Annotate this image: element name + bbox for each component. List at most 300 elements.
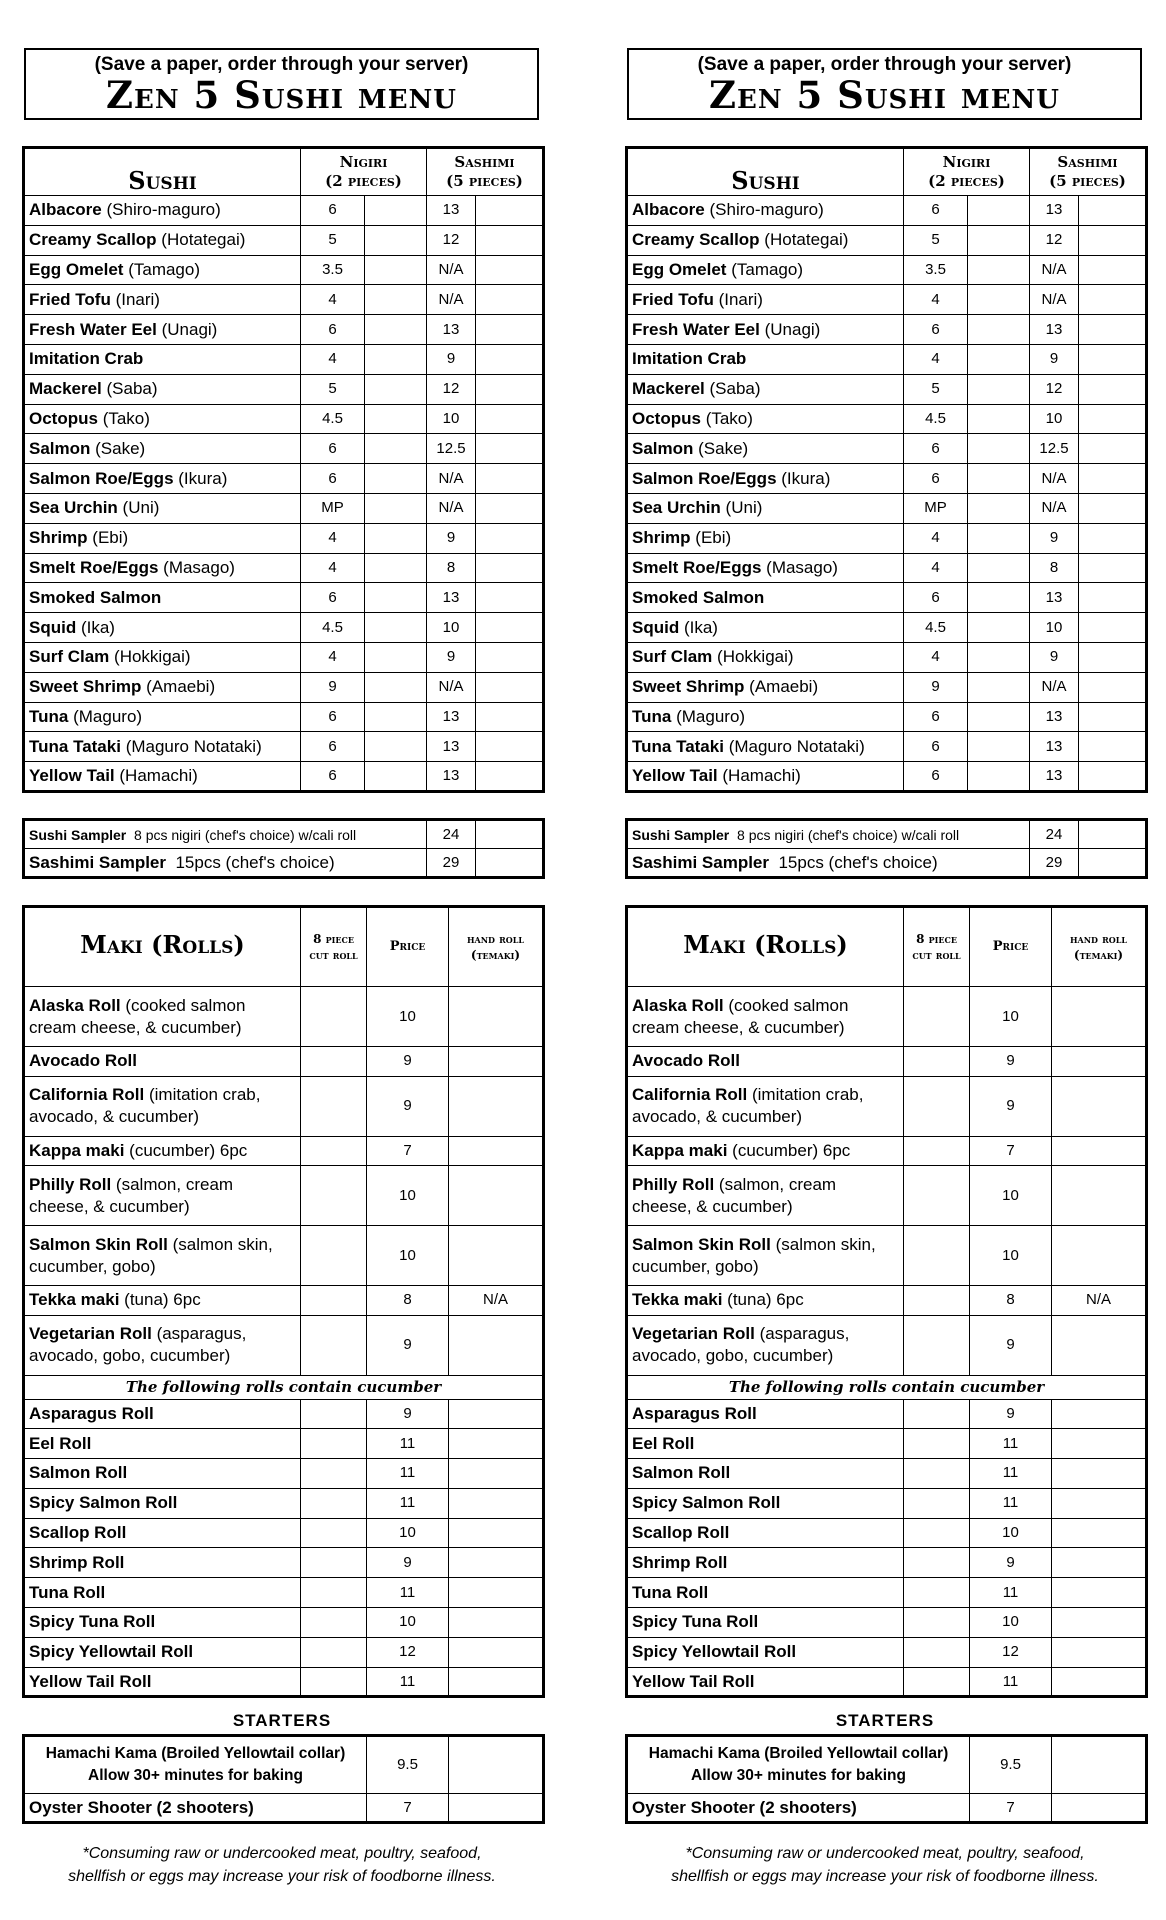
sashimi-qty-box[interactable] (1079, 732, 1147, 762)
maki-row (627, 1518, 1147, 1548)
hand-roll-qty-box[interactable] (449, 1578, 544, 1608)
sushi-row (627, 434, 1147, 464)
hand-roll-cell[interactable] (1052, 1076, 1147, 1136)
sashimi-qty-box[interactable] (1079, 464, 1147, 494)
sushi-row (24, 196, 544, 226)
sampler-qty-box[interactable] (1079, 849, 1147, 878)
sashimi-qty-box[interactable] (1079, 374, 1147, 404)
maki-row (24, 1608, 544, 1638)
sushi-item-name: Mackerel (Saba) (24, 374, 301, 404)
nigiri-price: 6 (904, 583, 968, 613)
hand-roll-qty-box[interactable] (449, 1667, 544, 1697)
maki-item-name: Philly Roll (salmon, cream cheese, & cucumber) (627, 1166, 904, 1226)
nigiri-qty-box[interactable] (365, 255, 427, 285)
hand-roll-qty-box[interactable] (1052, 1667, 1147, 1697)
sashimi-qty-box[interactable] (1079, 642, 1147, 672)
sashimi-price: N/A (427, 255, 476, 285)
sashimi-qty-box[interactable] (476, 344, 544, 374)
hand-roll-cell[interactable] (1052, 987, 1147, 1047)
sashimi-qty-box[interactable] (476, 225, 544, 255)
cut-roll-qty-box[interactable] (301, 1518, 367, 1548)
maki-price: 9 (367, 1399, 449, 1429)
food-safety-disclaimer: *Consuming raw or undercooked meat, poultry, seafood, shellfish or eggs may increase your risk of foodborne illness. (671, 1845, 1099, 1885)
sashimi-price: 13 (1030, 762, 1079, 792)
nigiri-qty-box[interactable] (968, 642, 1030, 672)
hand-roll-cell[interactable] (1052, 1315, 1147, 1375)
sashimi-qty-box[interactable] (476, 464, 544, 494)
maki-price: 10 (970, 1518, 1052, 1548)
maki-item-name: Scallop Roll (24, 1518, 301, 1548)
sashimi-price: 10 (1030, 613, 1079, 643)
cut-roll-column-header: 8 piece cut roll (904, 907, 970, 987)
cut-roll-qty-box[interactable] (904, 1459, 970, 1489)
sashimi-price: 13 (1030, 732, 1079, 762)
nigiri-qty-box[interactable] (968, 434, 1030, 464)
nigiri-qty-box[interactable] (968, 553, 1030, 583)
sushi-row (24, 315, 544, 345)
hand-roll-cell[interactable] (449, 987, 544, 1047)
sushi-item-name: Sweet Shrimp (Amaebi) (24, 672, 301, 702)
starter-qty-box[interactable] (1052, 1736, 1147, 1794)
maki-row (24, 1399, 544, 1429)
sushi-item-name: Egg Omelet (Tamago) (24, 255, 301, 285)
nigiri-price: 4.5 (904, 613, 968, 643)
cucumber-note: The following rolls contain cucumber (627, 1375, 1147, 1399)
sushi-row (627, 255, 1147, 285)
hand-roll-cell[interactable] (1052, 1166, 1147, 1226)
sashimi-price: 13 (427, 315, 476, 345)
maki-row (24, 1488, 544, 1518)
sushi-row (24, 613, 544, 643)
cucumber-note-row (627, 1375, 1147, 1399)
nigiri-qty-box[interactable] (365, 225, 427, 255)
sashimi-qty-box[interactable] (476, 613, 544, 643)
nigiri-qty-box[interactable] (968, 225, 1030, 255)
hand-roll-cell[interactable] (449, 1136, 544, 1166)
maki-price: 10 (367, 1608, 449, 1638)
nigiri-qty-box[interactable] (968, 672, 1030, 702)
maki-row (627, 1608, 1147, 1638)
sashimi-price: 8 (427, 553, 476, 583)
sushi-item-name: Fresh Water Eel (Unagi) (627, 315, 904, 345)
sashimi-qty-box[interactable] (476, 672, 544, 702)
nigiri-price: 4 (904, 553, 968, 583)
hand-roll-qty-box[interactable] (449, 1399, 544, 1429)
cut-roll-qty-box[interactable] (904, 1608, 970, 1638)
hand-roll-qty-box[interactable] (1052, 1518, 1147, 1548)
hand-roll-cell[interactable] (449, 1166, 544, 1226)
nigiri-qty-box[interactable] (365, 374, 427, 404)
sashimi-price: N/A (427, 285, 476, 315)
starter-row (24, 1736, 544, 1794)
cut-roll-qty-box[interactable] (301, 1578, 367, 1608)
sushi-heading: Sushi (627, 148, 904, 196)
nigiri-qty-box[interactable] (968, 493, 1030, 523)
sashimi-qty-box[interactable] (476, 583, 544, 613)
cut-roll-qty-box[interactable] (904, 1637, 970, 1667)
cut-roll-qty-box[interactable] (904, 987, 970, 1047)
nigiri-qty-box[interactable] (365, 315, 427, 345)
maki-price: 7 (367, 1136, 449, 1166)
nigiri-qty-box[interactable] (968, 583, 1030, 613)
cut-roll-qty-box[interactable] (301, 1076, 367, 1136)
cut-roll-qty-box[interactable] (904, 1578, 970, 1608)
maki-table (625, 905, 1148, 1698)
sushi-row (24, 732, 544, 762)
nigiri-qty-box[interactable] (365, 493, 427, 523)
nigiri-qty-box[interactable] (365, 672, 427, 702)
sushi-row (24, 225, 544, 255)
sashimi-price: 13 (427, 583, 476, 613)
cut-roll-qty-box[interactable] (904, 1399, 970, 1429)
nigiri-column-header: Nigiri (2 pieces) (904, 148, 1030, 196)
sushi-row (627, 315, 1147, 345)
maki-row (24, 987, 544, 1047)
sushi-item-name: Creamy Scallop (Hotategai) (24, 225, 301, 255)
hand-roll-qty-box[interactable] (449, 1518, 544, 1548)
sushi-item-name: Albacore (Shiro-maguro) (627, 196, 904, 226)
nigiri-qty-box[interactable] (365, 523, 427, 553)
starter-row (24, 1794, 544, 1823)
cut-roll-qty-box[interactable] (301, 1488, 367, 1518)
nigiri-price: 4 (301, 344, 365, 374)
nigiri-price: 6 (904, 702, 968, 732)
nigiri-price: 9 (904, 672, 968, 702)
sashimi-qty-box[interactable] (476, 493, 544, 523)
cut-roll-qty-box[interactable] (904, 1136, 970, 1166)
nigiri-qty-box[interactable] (968, 374, 1030, 404)
maki-item-name: Yellow Tail Roll (627, 1667, 904, 1697)
sashimi-qty-box[interactable] (1079, 225, 1147, 255)
sushi-item-name: Smelt Roe/Eggs (Masago) (627, 553, 904, 583)
maki-price: 10 (970, 1166, 1052, 1226)
maki-row (627, 1286, 1147, 1316)
hand-roll-qty-box[interactable] (1052, 1429, 1147, 1459)
hand-roll-qty-box[interactable] (449, 1548, 544, 1578)
nigiri-price: 6 (301, 702, 365, 732)
cut-roll-qty-box[interactable] (301, 1136, 367, 1166)
cut-roll-qty-box[interactable] (904, 1076, 970, 1136)
hand-roll-qty-box[interactable] (1052, 1548, 1147, 1578)
sushi-item-name: Octopus (Tako) (627, 404, 904, 434)
nigiri-qty-box[interactable] (365, 344, 427, 374)
sashimi-qty-box[interactable] (1079, 613, 1147, 643)
sashimi-qty-box[interactable] (476, 732, 544, 762)
sushi-item-name: Imitation Crab (627, 344, 904, 374)
nigiri-column-header: Nigiri (2 pieces) (301, 148, 427, 196)
cut-roll-qty-box[interactable] (904, 1226, 970, 1286)
sashimi-price: 9 (427, 642, 476, 672)
starters-table (625, 1734, 1148, 1824)
nigiri-qty-box[interactable] (968, 613, 1030, 643)
maki-item-name: Salmon Skin Roll (salmon skin, cucumber, gobo) (627, 1226, 904, 1286)
maki-item-name: Spicy Tuna Roll (24, 1608, 301, 1638)
sashimi-qty-box[interactable] (1079, 493, 1147, 523)
sushi-item-name: Sweet Shrimp (Amaebi) (627, 672, 904, 702)
sashimi-qty-box[interactable] (1079, 702, 1147, 732)
cut-roll-qty-box[interactable] (904, 1429, 970, 1459)
nigiri-price: 4 (904, 642, 968, 672)
nigiri-qty-box[interactable] (968, 196, 1030, 226)
cut-roll-qty-box[interactable] (301, 987, 367, 1047)
cut-roll-qty-box[interactable] (301, 1226, 367, 1286)
maki-heading: Maki (Rolls) (627, 907, 904, 987)
nigiri-qty-box[interactable] (968, 464, 1030, 494)
sashimi-qty-box[interactable] (476, 404, 544, 434)
hand-roll-qty-box[interactable] (1052, 1399, 1147, 1429)
hand-roll-qty-box[interactable] (1052, 1459, 1147, 1489)
cut-roll-qty-box[interactable] (301, 1286, 367, 1316)
sashimi-price: 9 (1030, 642, 1079, 672)
hand-roll-cell[interactable] (449, 1226, 544, 1286)
cut-roll-qty-box[interactable] (904, 1488, 970, 1518)
sampler-table (22, 818, 545, 879)
hand-roll-qty-box[interactable] (1052, 1637, 1147, 1667)
cut-roll-qty-box[interactable] (301, 1459, 367, 1489)
sushi-row (24, 553, 544, 583)
sashimi-qty-box[interactable] (476, 196, 544, 226)
nigiri-qty-box[interactable] (968, 762, 1030, 792)
cut-roll-qty-box[interactable] (301, 1637, 367, 1667)
maki-row (627, 1637, 1147, 1667)
sashimi-qty-box[interactable] (476, 642, 544, 672)
cut-roll-qty-box[interactable] (301, 1608, 367, 1638)
starter-qty-box[interactable] (449, 1794, 544, 1823)
nigiri-price: 6 (301, 434, 365, 464)
sashimi-price: 13 (427, 762, 476, 792)
sashimi-qty-box[interactable] (1079, 553, 1147, 583)
starter-qty-box[interactable] (1052, 1794, 1147, 1823)
sashimi-price: N/A (1030, 255, 1079, 285)
hand-roll-cell[interactable] (449, 1047, 544, 1077)
nigiri-qty-box[interactable] (365, 702, 427, 732)
sashimi-qty-box[interactable] (476, 523, 544, 553)
sashimi-price: 12.5 (427, 434, 476, 464)
sashimi-qty-box[interactable] (1079, 762, 1147, 792)
price-column-header: Price (970, 907, 1052, 987)
sushi-item-name: Octopus (Tako) (24, 404, 301, 434)
cut-roll-qty-box[interactable] (301, 1667, 367, 1697)
nigiri-price: 6 (301, 464, 365, 494)
maki-row (24, 1637, 544, 1667)
hand-roll-qty-box[interactable] (449, 1459, 544, 1489)
sashimi-qty-box[interactable] (476, 702, 544, 732)
sushi-item-name: Smoked Salmon (24, 583, 301, 613)
maki-item-name: Alaska Roll (cooked salmon cream cheese, & cucumber) (24, 987, 301, 1047)
nigiri-price: 6 (904, 732, 968, 762)
sashimi-price: 10 (427, 404, 476, 434)
maki-price: 7 (970, 1136, 1052, 1166)
hand-roll-cell[interactable]: N/A (449, 1286, 544, 1316)
sashimi-qty-box[interactable] (1079, 583, 1147, 613)
maki-row (627, 1459, 1147, 1489)
hand-roll-qty-box[interactable] (449, 1608, 544, 1638)
cut-roll-qty-box[interactable] (301, 1047, 367, 1077)
maki-row (24, 1286, 544, 1316)
sashimi-price: 13 (427, 732, 476, 762)
sashimi-qty-box[interactable] (476, 374, 544, 404)
sushi-row (627, 523, 1147, 553)
sashimi-qty-box[interactable] (1079, 315, 1147, 345)
sashimi-qty-box[interactable] (476, 285, 544, 315)
nigiri-qty-box[interactable] (968, 255, 1030, 285)
sashimi-price: 12 (427, 225, 476, 255)
sashimi-qty-box[interactable] (1079, 285, 1147, 315)
nigiri-qty-box[interactable] (968, 702, 1030, 732)
hand-roll-cell[interactable] (1052, 1047, 1147, 1077)
hand-roll-cell[interactable] (449, 1076, 544, 1136)
maki-price: 11 (970, 1578, 1052, 1608)
hand-roll-qty-box[interactable] (1052, 1608, 1147, 1638)
nigiri-qty-box[interactable] (365, 285, 427, 315)
sashimi-qty-box[interactable] (1079, 255, 1147, 285)
sashimi-qty-box[interactable] (1079, 344, 1147, 374)
nigiri-qty-box[interactable] (365, 583, 427, 613)
nigiri-qty-box[interactable] (968, 404, 1030, 434)
hand-roll-qty-box[interactable] (449, 1637, 544, 1667)
nigiri-price: 3.5 (301, 255, 365, 285)
maki-item-name: Spicy Yellowtail Roll (627, 1637, 904, 1667)
nigiri-price: 4 (301, 553, 365, 583)
cucumber-note: The following rolls contain cucumber (24, 1375, 544, 1399)
cut-roll-qty-box[interactable] (904, 1667, 970, 1697)
sampler-row (24, 849, 544, 878)
sashimi-qty-box[interactable] (1079, 196, 1147, 226)
nigiri-price: 5 (904, 225, 968, 255)
sashimi-qty-box[interactable] (1079, 404, 1147, 434)
starter-qty-box[interactable] (449, 1736, 544, 1794)
sashimi-qty-box[interactable] (1079, 523, 1147, 553)
nigiri-qty-box[interactable] (365, 434, 427, 464)
maki-item-name: Salmon Skin Roll (salmon skin, cucumber, gobo) (24, 1226, 301, 1286)
nigiri-qty-box[interactable] (968, 344, 1030, 374)
maki-price: 11 (970, 1667, 1052, 1697)
sashimi-price: N/A (427, 672, 476, 702)
nigiri-qty-box[interactable] (968, 315, 1030, 345)
maki-item-name: Shrimp Roll (24, 1548, 301, 1578)
sashimi-price: 12.5 (1030, 434, 1079, 464)
hand-roll-column-header: hand roll (temaki) (449, 907, 544, 987)
hand-roll-qty-box[interactable] (1052, 1578, 1147, 1608)
sashimi-qty-box[interactable] (476, 255, 544, 285)
nigiri-price: 6 (301, 732, 365, 762)
sampler-name: Sushi Sampler 8 pcs nigiri (chef's choice) w/cali roll (24, 820, 427, 849)
sushi-table (22, 146, 545, 793)
nigiri-qty-box[interactable] (365, 464, 427, 494)
sushi-item-name: Shrimp (Ebi) (24, 523, 301, 553)
cut-roll-qty-box[interactable] (904, 1047, 970, 1077)
nigiri-qty-box[interactable] (365, 613, 427, 643)
sampler-qty-box[interactable] (1079, 820, 1147, 849)
hand-roll-qty-box[interactable] (1052, 1488, 1147, 1518)
cut-roll-qty-box[interactable] (301, 1548, 367, 1578)
maki-item-name: Kappa maki (cucumber) 6pc (24, 1136, 301, 1166)
nigiri-price: 3.5 (904, 255, 968, 285)
sushi-item-name: Mackerel (Saba) (627, 374, 904, 404)
sushi-row (627, 642, 1147, 672)
hand-roll-cell[interactable]: N/A (1052, 1286, 1147, 1316)
sashimi-price: N/A (1030, 493, 1079, 523)
cut-roll-qty-box[interactable] (301, 1399, 367, 1429)
nigiri-price: 6 (904, 434, 968, 464)
nigiri-qty-box[interactable] (365, 732, 427, 762)
sushi-item-name: Salmon (Sake) (627, 434, 904, 464)
sampler-qty-box[interactable] (476, 849, 544, 878)
sampler-qty-box[interactable] (476, 820, 544, 849)
nigiri-qty-box[interactable] (365, 196, 427, 226)
hand-roll-qty-box[interactable] (449, 1488, 544, 1518)
maki-price: 9 (367, 1548, 449, 1578)
sushi-row (627, 493, 1147, 523)
nigiri-qty-box[interactable] (968, 523, 1030, 553)
maki-item-name: Vegetarian Roll (asparagus, avocado, gobo, cucumber) (24, 1315, 301, 1375)
sushi-item-name: Yellow Tail (Hamachi) (627, 762, 904, 792)
starters-heading: STARTERS (835, 1711, 935, 1730)
sashimi-column-header: Sashimi (5 pieces) (427, 148, 544, 196)
nigiri-qty-box[interactable] (968, 285, 1030, 315)
maki-row (24, 1459, 544, 1489)
nigiri-qty-box[interactable] (365, 642, 427, 672)
hand-roll-cell[interactable] (1052, 1226, 1147, 1286)
cut-roll-qty-box[interactable] (904, 1518, 970, 1548)
cut-roll-qty-box[interactable] (904, 1548, 970, 1578)
hand-roll-cell[interactable] (1052, 1136, 1147, 1166)
maki-row (24, 1518, 544, 1548)
sushi-item-name: Salmon Roe/Eggs (Ikura) (627, 464, 904, 494)
sampler-price: 29 (427, 849, 476, 878)
cut-roll-qty-box[interactable] (904, 1166, 970, 1226)
nigiri-qty-box[interactable] (365, 762, 427, 792)
sashimi-qty-box[interactable] (476, 762, 544, 792)
sashimi-qty-box[interactable] (1079, 434, 1147, 464)
hand-roll-cell[interactable] (449, 1315, 544, 1375)
sashimi-qty-box[interactable] (476, 434, 544, 464)
sushi-row (627, 762, 1147, 792)
cut-roll-qty-box[interactable] (904, 1286, 970, 1316)
maki-row (627, 1136, 1147, 1166)
sushi-row (24, 285, 544, 315)
sashimi-price: 10 (427, 613, 476, 643)
cut-roll-qty-box[interactable] (301, 1166, 367, 1226)
nigiri-price: 6 (904, 762, 968, 792)
sampler-row (627, 820, 1147, 849)
nigiri-price: 4 (301, 285, 365, 315)
sashimi-qty-box[interactable] (476, 553, 544, 583)
cut-roll-qty-box[interactable] (301, 1315, 367, 1375)
sampler-name: Sushi Sampler 8 pcs nigiri (chef's choice) w/cali roll (627, 820, 1030, 849)
starter-price: 7 (367, 1794, 449, 1823)
maki-row (24, 1429, 544, 1459)
sashimi-qty-box[interactable] (1079, 672, 1147, 702)
order-note: (Save a paper, order through your server) (94, 54, 469, 75)
maki-item-name: Tekka maki (tuna) 6pc (627, 1286, 904, 1316)
hand-roll-qty-box[interactable] (449, 1429, 544, 1459)
nigiri-qty-box[interactable] (968, 732, 1030, 762)
sushi-item-name: Imitation Crab (24, 344, 301, 374)
maki-item-name: Alaska Roll (cooked salmon cream cheese, & cucumber) (627, 987, 904, 1047)
cut-roll-qty-box[interactable] (301, 1429, 367, 1459)
sashimi-price: N/A (427, 493, 476, 523)
sashimi-price: 12 (427, 374, 476, 404)
nigiri-qty-box[interactable] (365, 553, 427, 583)
nigiri-price: 9 (301, 672, 365, 702)
sashimi-qty-box[interactable] (476, 315, 544, 345)
maki-price: 11 (367, 1488, 449, 1518)
nigiri-qty-box[interactable] (365, 404, 427, 434)
cut-roll-qty-box[interactable] (904, 1315, 970, 1375)
maki-item-name: Salmon Roll (627, 1459, 904, 1489)
nigiri-price: 6 (301, 315, 365, 345)
